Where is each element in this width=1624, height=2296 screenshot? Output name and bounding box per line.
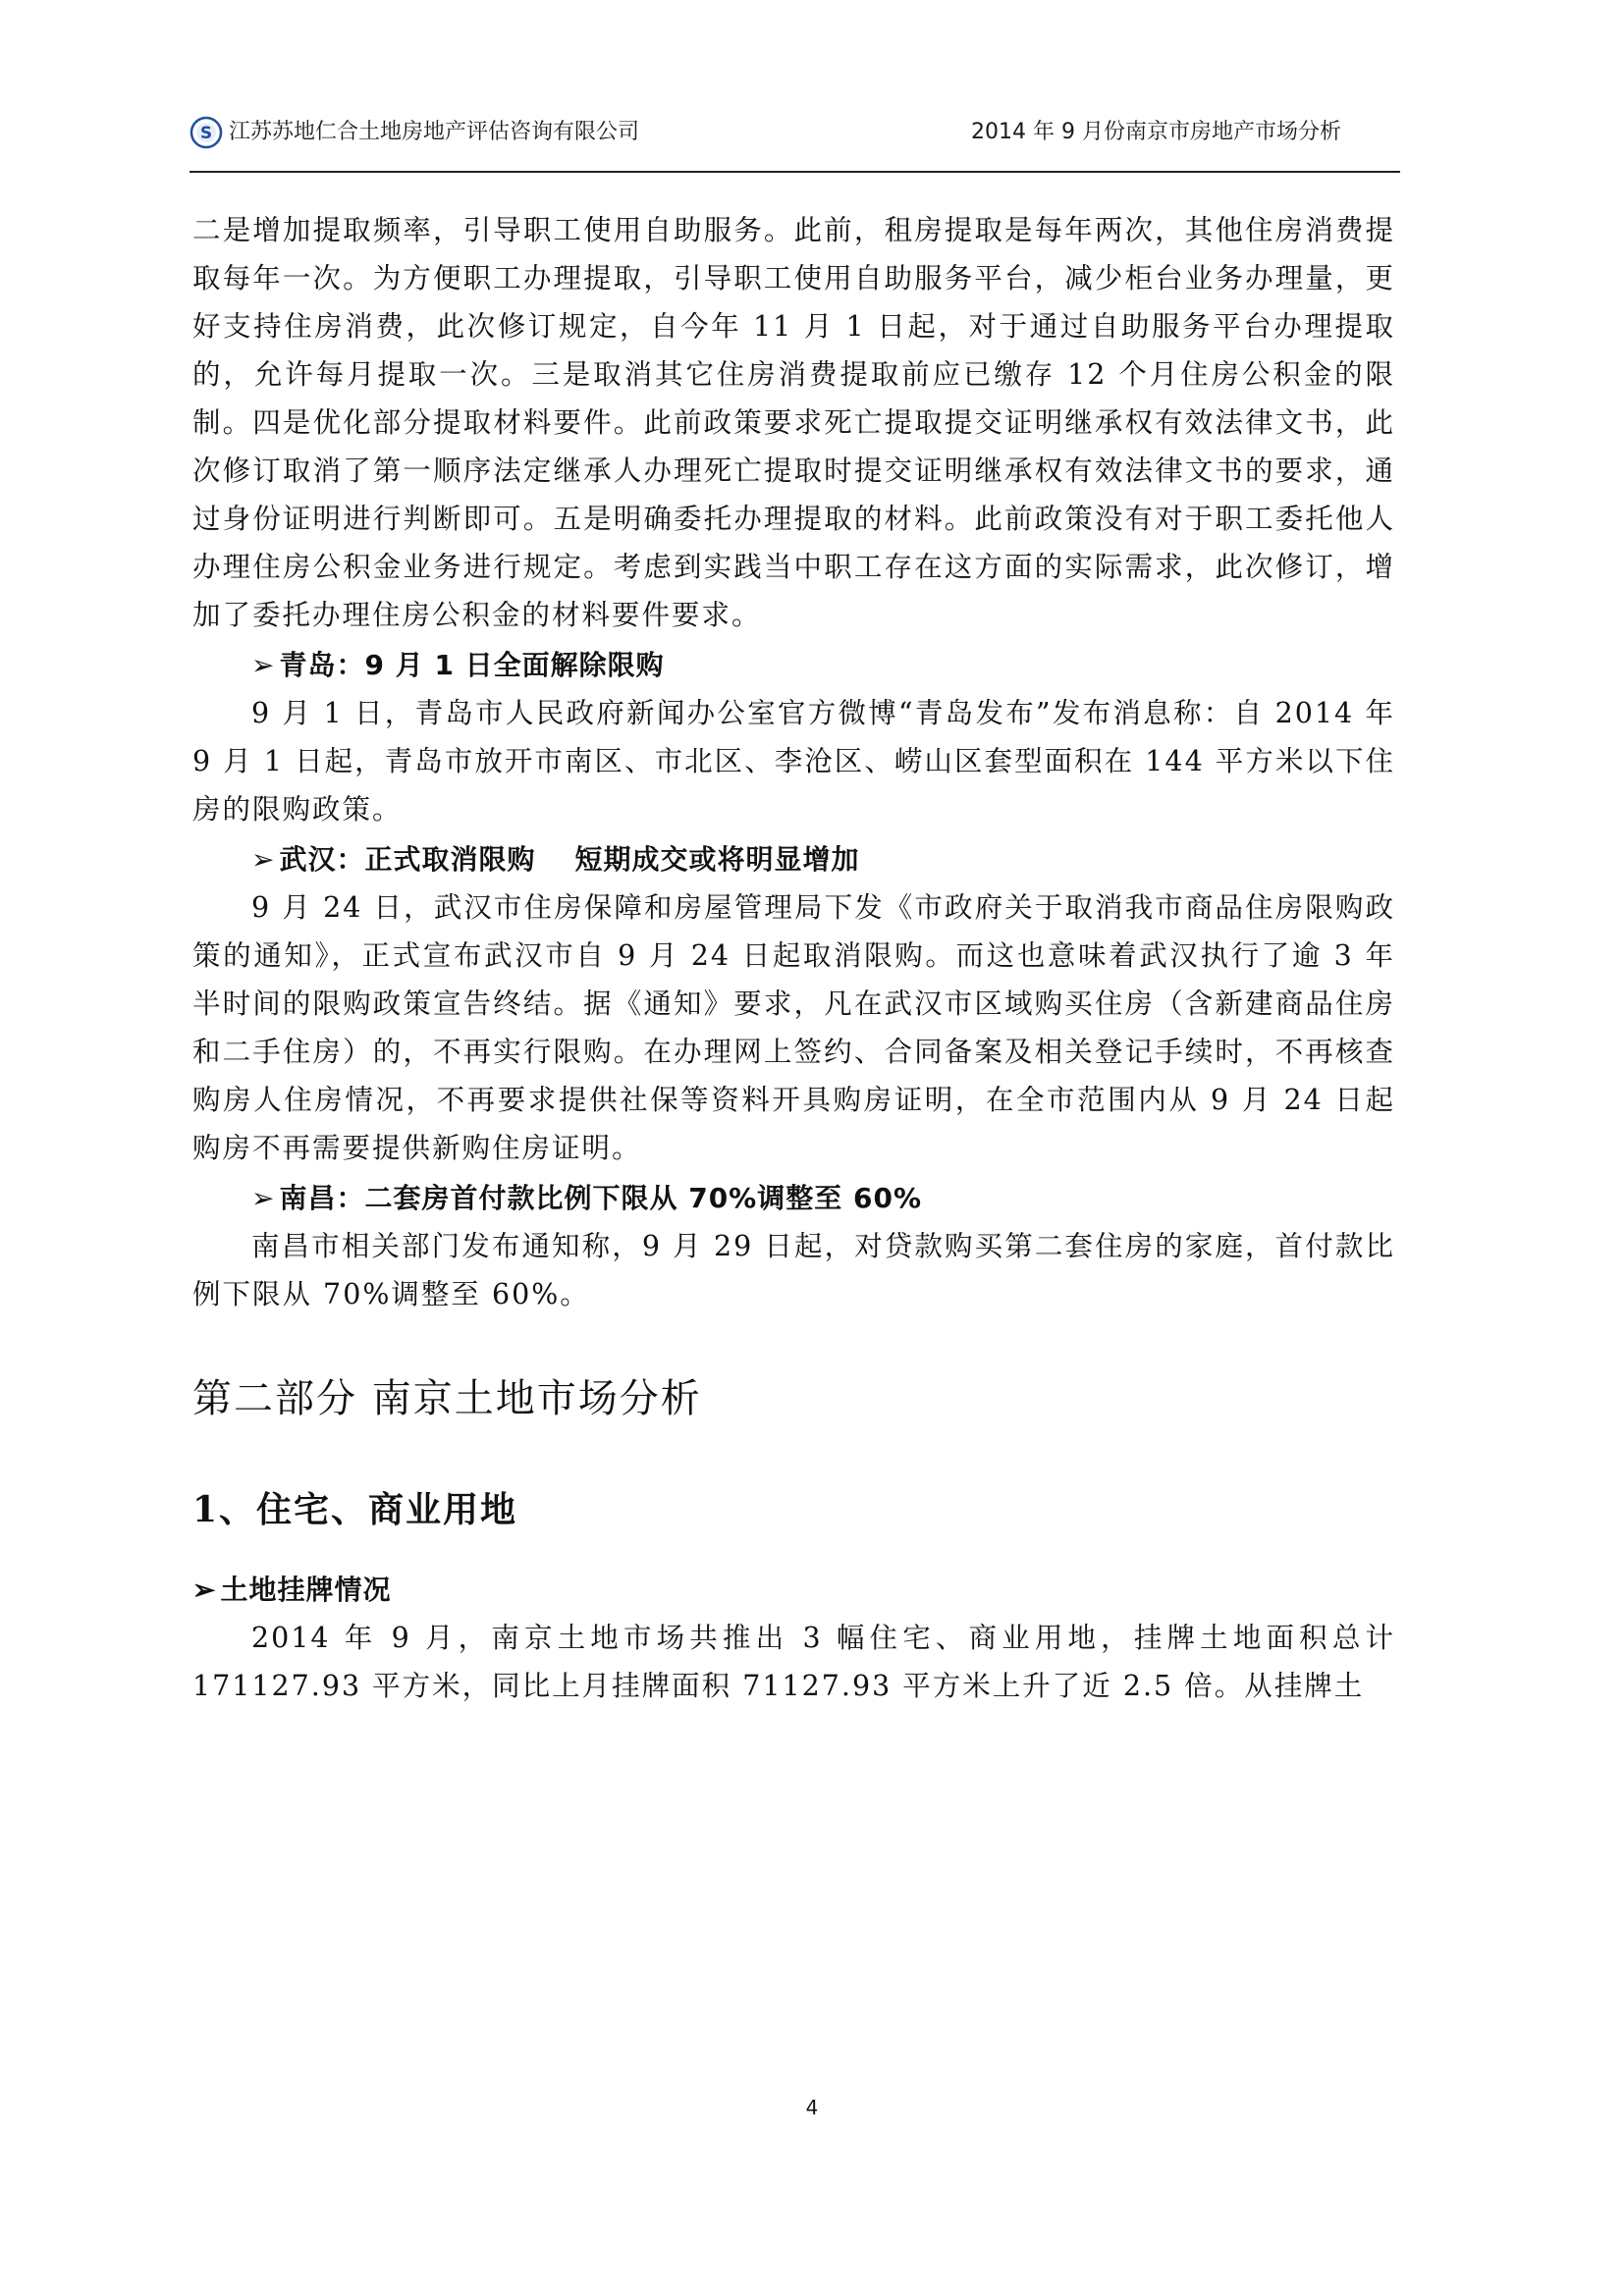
land-listing-heading	[192, 1566, 1395, 1614]
arrow-bullet-icon: ➢	[251, 1182, 276, 1214]
subheading-nanchang-text: 南昌：二套房首付款比例下限从 70%调整至 60%	[279, 1182, 923, 1214]
report-title: 2014 年 9 月份南京市房地产市场分析	[971, 120, 1341, 144]
section-one-heading: 1、住宅、商业用地	[192, 1489, 518, 1530]
paragraph-qingdao: 9 月 1 日，青岛市人民政府新闻办公室官方微博“青岛发布”发布消息称：自 2014 年 9 月 1 日起，青岛市放开市南区、市北区、李沧区、崂山区套型面积在 144 平方米以下住房的限购政策。	[192, 697, 1395, 826]
svg-text:S: S	[199, 124, 213, 143]
arrow-bullet-icon: ➢	[192, 1574, 217, 1606]
part-two-heading: 第二部分 南京土地市场分析	[192, 1376, 702, 1421]
subheading-wuhan-text-a: 武汉：正式取消限购	[279, 843, 536, 876]
page-header	[189, 110, 1400, 173]
land-listing-heading-text: 土地挂牌情况	[220, 1574, 392, 1606]
subheading-nanchang	[192, 1174, 1395, 1222]
company-logo-icon	[189, 116, 223, 149]
paragraph-land-listing: 2014 年 9 月，南京土地市场共推出 3 幅住宅、商业用地，挂牌土地面积总计 171127.93 平方米，同比上月挂牌面积 71127.93 平方米上升了近 2.5 倍。从挂牌土	[192, 1622, 1395, 1702]
subheading-qingdao	[192, 641, 1395, 689]
subheading-wuhan	[192, 835, 1395, 883]
paragraph-wuhan: 9 月 24 日，武汉市住房保障和房屋管理局下发《市政府关于取消我市商品住房限购政策的通知》，正式宣布武汉市自 9 月 24 日起取消限购。而这也意味着武汉执行了逾 3 年半时间的限购政策宣告终结。据《通知》要求，凡在武汉市区域购买住房（含新建商品住房和二手住房）的，不再实行限购。在办理网上签约、合同备案及相关登记手续时，不再核查购房人住房情况，不再要求提供社保等资料开具购房证明，在全市范围内从 9 月 24 日起购房不再需要提供新购住房证明。	[192, 891, 1395, 1164]
subheading-qingdao-text: 青岛：9 月 1 日全面解除限购	[279, 649, 665, 681]
page-body	[192, 206, 1395, 1710]
arrow-bullet-icon: ➢	[251, 649, 276, 681]
paragraph-nanchang: 南昌市相关部门发布通知称，9 月 29 日起，对贷款购买第二套住房的家庭，首付款比例下限从 70%调整至 60%。	[192, 1230, 1395, 1310]
subheading-wuhan-text-b: 短期成交或将明显增加	[574, 843, 860, 876]
arrow-bullet-icon: ➢	[251, 843, 276, 876]
paragraph-provident-fund: 二是增加提取频率，引导职工使用自助服务。此前，租房提取是每年两次，其他住房消费提取每年一次。为方便职工办理提取，引导职工使用自助服务平台，减少柜台业务办理量，更好支持住房消费，此次修订规定，自今年 11 月 1 日起，对于通过自助服务平台办理提取的，允许每月提取一次。三是取消其它住房消费提取前应已缴存 12 个月住房公积金的限制。四是优化部分提取材料要件。此前政策要求死亡提取提交证明继承权有效法律文书，此次修订取消了第一顺序法定继承人办理死亡提取时提交证明继承权有效法律文书的要求，通过身份证明进行判断即可。五是明确委托办理提取的材料。此前政策没有对于职工委托他人办理住房公积金业务进行规定。考虑到实践当中职工存在这方面的实际需求，此次修订，增加了委托办理住房公积金的材料要件要求。	[192, 214, 1395, 631]
company-name: 江苏苏地仁合土地房地产评估咨询有限公司	[229, 120, 640, 144]
page-number: 4	[805, 2096, 819, 2119]
